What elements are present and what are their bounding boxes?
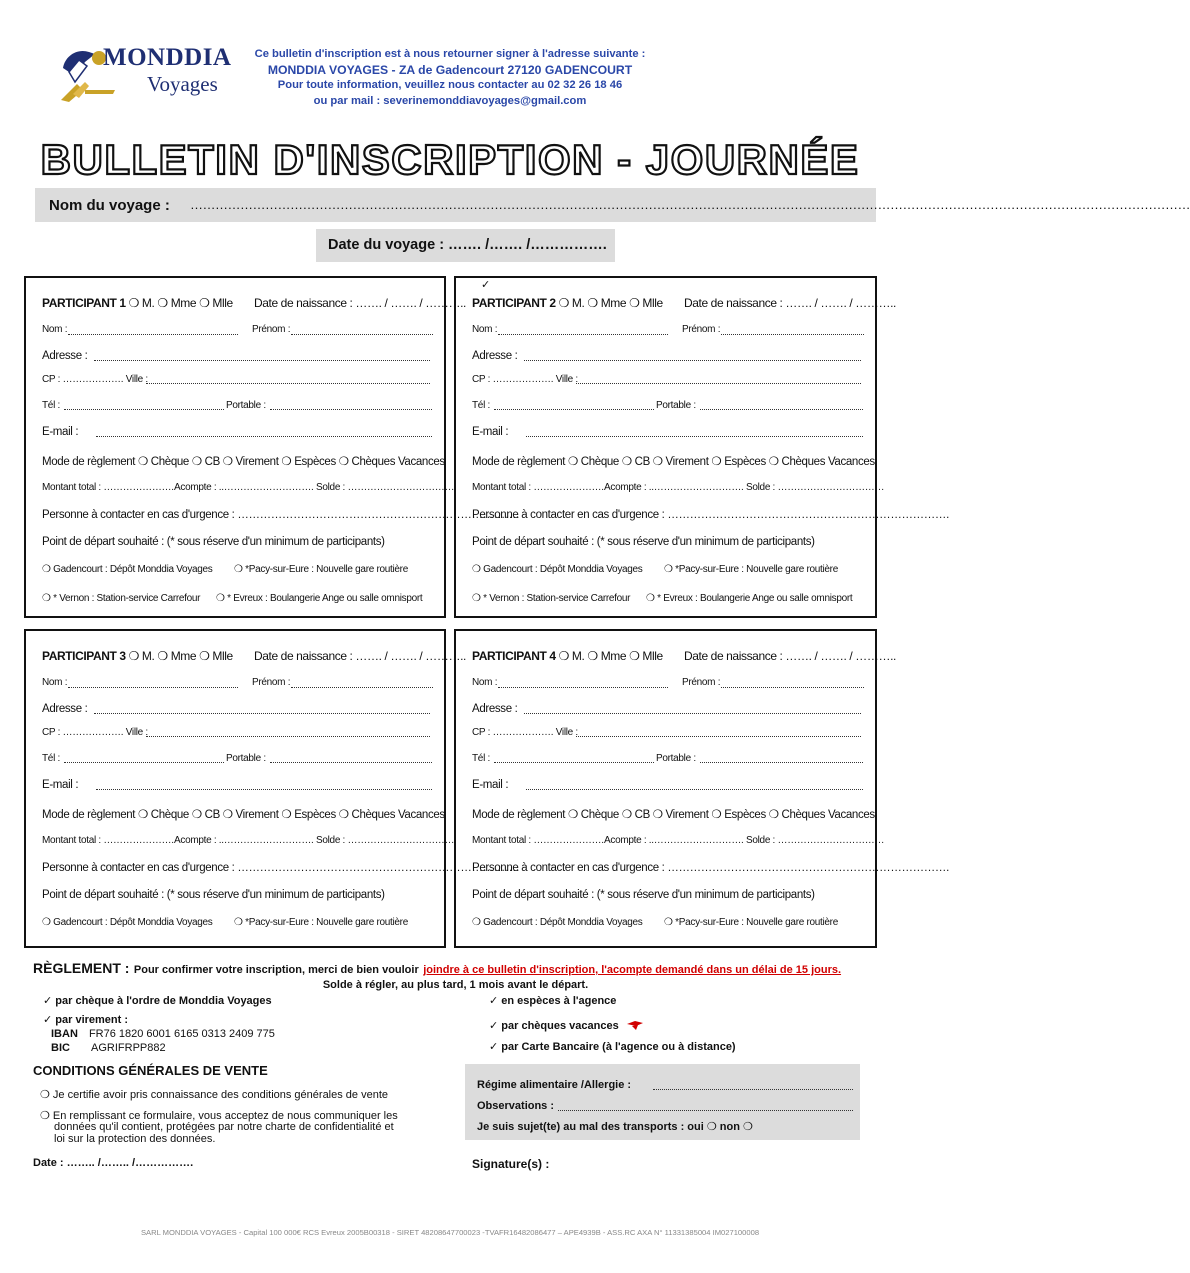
email-field[interactable] xyxy=(526,436,863,437)
portable-field[interactable] xyxy=(700,762,863,763)
payment-mode-options[interactable]: Mode de règlement ❍ Chèque ❍ CB ❍ Virement ❍ Espèces ❍ Chèques Vacances xyxy=(42,809,445,821)
participant-label: PARTICIPANT 2 xyxy=(472,296,556,310)
birth-date-field[interactable]: Date de naissance : ……. / ……. / ……….. xyxy=(254,296,466,310)
prenom-label: Prénom : xyxy=(682,677,721,688)
contact-address: MONDDIA VOYAGES - ZA de Gadencourt 27120 GADENCOURT xyxy=(267,62,633,77)
depart-gadencourt[interactable]: ❍ Gadencourt : Dépôt Monddia Voyages xyxy=(42,564,213,575)
depart-gadencourt[interactable]: ❍ Gadencourt : Dépôt Monddia Voyages xyxy=(472,917,643,928)
prenom-field[interactable] xyxy=(721,687,864,688)
regime-label xyxy=(477,1079,631,1091)
participant-header xyxy=(472,296,663,310)
voyage-date-label: Date du voyage : ……. /……. /……………. xyxy=(328,237,607,253)
urgence-field[interactable]: Personne à contacter en cas d'urgence : …………………………………………………………………. xyxy=(42,509,519,521)
adresse-label: Adresse : xyxy=(472,703,518,715)
email-field[interactable] xyxy=(96,436,432,437)
transport-line[interactable] xyxy=(477,1120,753,1133)
ancv-logo-icon xyxy=(626,1020,644,1032)
montant-field[interactable]: Montant total : …………………. xyxy=(472,482,604,493)
pay-especes xyxy=(489,994,616,1007)
acompte-field[interactable]: Acompte : ..………………………. xyxy=(174,482,314,493)
tel-field[interactable] xyxy=(64,409,224,410)
reglement-intro: Pour confirmer votre inscription, merci de bien vouloir xyxy=(133,964,419,976)
solde-field[interactable]: Solde : …………………………… xyxy=(746,835,885,846)
depart-label: Point de départ souhaité : (* sous réserve d'un minimum de participants) xyxy=(42,536,385,548)
reglement-title: RÈGLEMENT : xyxy=(33,960,130,976)
depart-vernon[interactable]: ❍ * Vernon : Station-service Carrefour xyxy=(472,593,631,604)
depart-label: Point de départ souhaité : (* sous réserve d'un minimum de participants) xyxy=(472,889,815,901)
health-box xyxy=(465,1064,860,1140)
adresse-label: Adresse : xyxy=(42,350,88,362)
page-title: BULLETIN D'INSCRIPTION - JOURNÉE xyxy=(40,136,860,183)
email-label: E-mail : xyxy=(42,426,79,438)
signature-field[interactable] xyxy=(472,1157,549,1171)
transport-text: Je suis sujet(te) au mal des transports : oui ❍ non ❍ xyxy=(477,1121,753,1133)
prenom-label: Prénom : xyxy=(252,677,291,688)
cgv-item2-line3: loi sur la protection des données. xyxy=(54,1133,216,1145)
portable-label: Portable : xyxy=(656,753,696,764)
check-icon: ✓ xyxy=(489,1041,499,1053)
bic-row xyxy=(51,1042,166,1054)
date-label: Date : …….. /…….. /……………. xyxy=(33,1157,194,1169)
birth-date-field[interactable]: Date de naissance : ……. / ……. / ……….. xyxy=(684,296,896,310)
contact-email: ou par mail : severinemonddiavoyages@gmail.com xyxy=(313,94,587,107)
observations-field[interactable] xyxy=(558,1110,853,1111)
email-label: E-mail : xyxy=(472,426,509,438)
nom-label: Nom : xyxy=(472,677,498,688)
portable-label: Portable : xyxy=(226,753,266,764)
portable-label: Portable : xyxy=(656,400,696,411)
ville-field[interactable] xyxy=(146,736,430,737)
nom-label: Nom : xyxy=(472,324,498,335)
pay-cheque xyxy=(43,994,272,1007)
pay-cheques-vacances xyxy=(489,1019,644,1032)
depart-evreux[interactable]: ❍ * Evreux : Boulangerie Ange ou salle omnisport xyxy=(646,593,853,604)
observations-text: Observations : xyxy=(477,1100,555,1112)
adresse-field[interactable] xyxy=(94,713,430,714)
participant-header xyxy=(42,649,233,663)
email-field[interactable] xyxy=(526,789,863,790)
participant-header xyxy=(42,296,233,310)
prenom-label: Prénom : xyxy=(682,324,721,335)
acompte-field[interactable]: Acompte : ..………………………. xyxy=(604,482,744,493)
montant-field[interactable]: Montant total : …………………. xyxy=(472,835,604,846)
montant-field[interactable]: Montant total : …………………. xyxy=(42,482,174,493)
iban-label: IBAN xyxy=(51,1028,78,1040)
participant-label: PARTICIPANT 3 xyxy=(42,649,126,663)
check-icon: ✓ xyxy=(489,1020,499,1032)
tel-label: Tél : xyxy=(472,400,490,411)
cgv-title: CONDITIONS GÉNÉRALES DE VENTE xyxy=(33,1063,268,1078)
solde-field[interactable]: Solde : …………………………… xyxy=(316,835,455,846)
nom-label: Nom : xyxy=(42,324,68,335)
regime-field[interactable] xyxy=(653,1089,853,1090)
portable-field[interactable] xyxy=(270,762,432,763)
cp-ville-label: CP : ………………. Ville : xyxy=(472,727,578,738)
civility-options[interactable]: ❍ M. ❍ Mme ❍ Mlle xyxy=(558,649,663,663)
cgv-item2-line2: données qu'il contient, protégées par notre charte de confidentialité et xyxy=(54,1121,394,1133)
contact-phone: Pour toute information, veuillez nous contacter au 02 32 26 18 46 xyxy=(277,79,623,91)
pay-cheques-vacances-label: par chèques vacances xyxy=(501,1020,619,1032)
ville-field[interactable] xyxy=(576,736,861,737)
ville-field[interactable] xyxy=(576,383,861,384)
depart-gadencourt[interactable]: ❍ Gadencourt : Dépôt Monddia Voyages xyxy=(42,917,213,928)
civility-options[interactable]: ❍ M. ❍ Mme ❍ Mlle xyxy=(128,296,233,310)
logo-brand: MONDDIA xyxy=(103,44,232,71)
payment-mode-options[interactable]: Mode de règlement ❍ Chèque ❍ CB ❍ Virement ❍ Espèces ❍ Chèques Vacances xyxy=(42,456,445,468)
acompte-field[interactable]: Acompte : ..………………………. xyxy=(604,835,744,846)
cp-ville-label: CP : ………………. Ville : xyxy=(472,374,578,385)
tel-field[interactable] xyxy=(64,762,224,763)
participant-label: PARTICIPANT 4 xyxy=(472,649,556,663)
montant-field[interactable]: Montant total : …………………. xyxy=(42,835,174,846)
contact-block xyxy=(230,47,670,109)
nom-field[interactable] xyxy=(68,687,238,688)
bic-label: BIC xyxy=(51,1042,70,1054)
acompte-field[interactable]: Acompte : ..………………………. xyxy=(174,835,314,846)
adresse-field[interactable] xyxy=(524,360,861,361)
regime-text: Régime alimentaire /Allergie : xyxy=(477,1079,632,1091)
date-field[interactable] xyxy=(33,1157,193,1169)
portable-field[interactable] xyxy=(700,409,863,410)
observations-label xyxy=(477,1100,554,1112)
tel-label: Tél : xyxy=(42,753,60,764)
reglement-red-text: joindre à ce bulletin d'inscription, l'acompte demandé dans un délai de 15 jours. xyxy=(423,964,842,976)
ville-field[interactable] xyxy=(146,383,430,384)
tel-label: Tél : xyxy=(472,753,490,764)
pay-carte xyxy=(489,1040,736,1053)
tel-field[interactable] xyxy=(494,762,654,763)
urgence-field[interactable]: Personne à contacter en cas d'urgence : …………………………………………………………………. xyxy=(42,862,519,874)
nom-field[interactable] xyxy=(68,334,238,335)
reglement-solde: Solde à régler, au plus tard, 1 mois avant le départ. xyxy=(322,979,589,991)
participant-box-4 xyxy=(454,629,949,948)
participant-header xyxy=(472,649,663,663)
email-label: E-mail : xyxy=(472,779,509,791)
portable-field[interactable] xyxy=(270,409,432,410)
footer-legal: SARL MONDDIA VOYAGES - Capital 100 000€ RCS Evreux 2005B00318 - SIRET 48208647700023 -TVAFR16482086477 – APE4939B - ASS.RC AXA N° 11331385004 IM027100008 xyxy=(140,1228,760,1237)
cgv-checkbox-1[interactable]: ❍ Je certifie avoir pris connaissance des conditions générales de vente xyxy=(40,1089,388,1101)
nom-label: Nom : xyxy=(42,677,68,688)
logo xyxy=(55,42,245,104)
prenom-field[interactable] xyxy=(291,687,433,688)
cgv-checkbox-2[interactable]: ❍ En remplissant ce formulaire, vous acceptez de nous communiquer les xyxy=(40,1110,398,1122)
prenom-field[interactable] xyxy=(291,334,433,335)
participant-box-2 xyxy=(454,276,949,618)
adresse-label: Adresse : xyxy=(472,350,518,362)
depart-label: Point de départ souhaité : (* sous réserve d'un minimum de participants) xyxy=(42,889,385,901)
depart-vernon[interactable]: ❍ * Vernon : Station-service Carrefour xyxy=(42,593,201,604)
check-icon: ✓ xyxy=(489,995,499,1007)
voyage-name-field[interactable]: …………………………………………………………………………………………………………………………………………………………………………………………………………………… xyxy=(190,197,1190,212)
birth-date-field[interactable]: Date de naissance : ……. / ……. / ……….. xyxy=(684,649,896,663)
signature-label: Signature(s) : xyxy=(472,1157,550,1171)
payment-mode-options[interactable]: Mode de règlement ❍ Chèque ❍ CB ❍ Virement ❍ Espèces ❍ Chèques Vacances xyxy=(472,456,875,468)
voyage-date-box[interactable] xyxy=(316,229,615,262)
bic-value: AGRIFRPP882 xyxy=(91,1042,166,1054)
logo-subtitle: Voyages xyxy=(147,72,218,96)
reglement-section xyxy=(33,960,878,991)
tel-label: Tél : xyxy=(42,400,60,411)
portable-label: Portable : xyxy=(226,400,266,411)
payment-mode-options[interactable]: Mode de règlement ❍ Chèque ❍ CB ❍ Virement ❍ Espèces ❍ Chèques Vacances xyxy=(472,809,875,821)
iban-row xyxy=(51,1028,275,1040)
adresse-label: Adresse : xyxy=(42,703,88,715)
depart-label: Point de départ souhaité : (* sous réserve d'un minimum de participants) xyxy=(472,536,815,548)
depart-evreux[interactable]: ❍ * Evreux : Boulangerie Ange ou salle omnisport xyxy=(216,593,423,604)
pay-cheque-label: par chèque à l'ordre de Monddia Voyages xyxy=(55,995,272,1007)
contact-line-1: Ce bulletin d'inscription est à nous retourner signer à l'adresse suivante : xyxy=(254,48,646,60)
pay-virement xyxy=(43,1013,128,1026)
prenom-label: Prénom : xyxy=(252,324,291,335)
voyage-name-bar xyxy=(35,188,1190,222)
urgence-field[interactable]: Personne à contacter en cas d'urgence : …………………………………………………………………. xyxy=(472,509,949,521)
p2-check-mark: ✓ xyxy=(481,279,491,291)
participant-label: PARTICIPANT 1 xyxy=(42,296,126,310)
adresse-field[interactable] xyxy=(524,713,861,714)
nom-field[interactable] xyxy=(498,334,668,335)
prenom-field[interactable] xyxy=(721,334,864,335)
pay-especes-label: en espèces à l'agence xyxy=(501,995,617,1007)
iban-value: FR76 1820 6001 6165 0313 2409 775 xyxy=(88,1028,275,1040)
civility-options[interactable]: ❍ M. ❍ Mme ❍ Mlle xyxy=(558,296,663,310)
depart-pacy[interactable]: ❍ *Pacy-sur-Eure : Nouvelle gare routière xyxy=(664,564,838,575)
depart-pacy[interactable]: ❍ *Pacy-sur-Eure : Nouvelle gare routière xyxy=(234,564,408,575)
pay-carte-label: par Carte Bancaire (à l'agence ou à distance) xyxy=(501,1041,736,1053)
nom-field[interactable] xyxy=(498,687,668,688)
depart-gadencourt[interactable]: ❍ Gadencourt : Dépôt Monddia Voyages xyxy=(472,564,643,575)
solde-field[interactable]: Solde : …………………………… xyxy=(746,482,885,493)
depart-pacy[interactable]: ❍ *Pacy-sur-Eure : Nouvelle gare routière xyxy=(234,917,408,928)
check-icon: ✓ xyxy=(43,1014,53,1026)
depart-pacy[interactable]: ❍ *Pacy-sur-Eure : Nouvelle gare routière xyxy=(664,917,838,928)
solde-field[interactable]: Solde : …………………………… xyxy=(316,482,455,493)
urgence-field[interactable]: Personne à contacter en cas d'urgence : …………………………………………………………………. xyxy=(472,862,949,874)
adresse-field[interactable] xyxy=(94,360,430,361)
check-icon: ✓ xyxy=(43,995,53,1007)
birth-date-field[interactable]: Date de naissance : ……. / ……. / ……….. xyxy=(254,649,466,663)
email-label: E-mail : xyxy=(42,779,79,791)
voyage-name-label: Nom du voyage : xyxy=(49,197,170,214)
cp-ville-label: CP : ………………. Ville : xyxy=(42,374,148,385)
tel-field[interactable] xyxy=(494,409,654,410)
cp-ville-label: CP : ………………. Ville : xyxy=(42,727,148,738)
email-field[interactable] xyxy=(96,789,432,790)
pay-virement-label: par virement : xyxy=(55,1014,129,1026)
civility-options[interactable]: ❍ M. ❍ Mme ❍ Mlle xyxy=(128,649,233,663)
